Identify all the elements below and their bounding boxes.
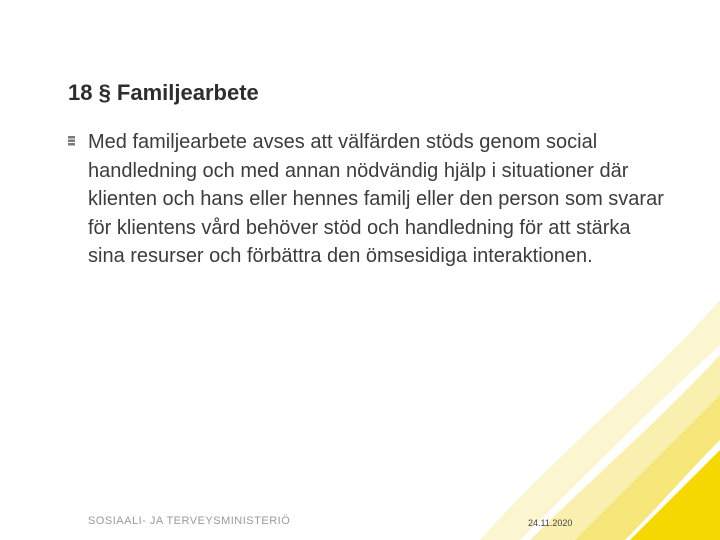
bullet-item [68, 128, 668, 271]
footer-organization: SOSIAALI- JA TERVEYSMINISTERIÖ [88, 515, 291, 527]
bullet-list [68, 128, 668, 271]
square-bullet-icon [68, 136, 76, 146]
bullet-text: Med familjearbete avses att välfärden stöds genom social handledning och med annan nödvändig hjälp i situationer där klienten och hans eller hennes familj eller den person som svarar för klientens vård behöver stöd och handledning för att stärka sina resurser och förbättra den ömsesidiga interaktionen. [88, 131, 664, 267]
slide-title: 18 § Familjearbete [68, 80, 259, 105]
footer-date: 24.11.2020 [528, 518, 573, 528]
